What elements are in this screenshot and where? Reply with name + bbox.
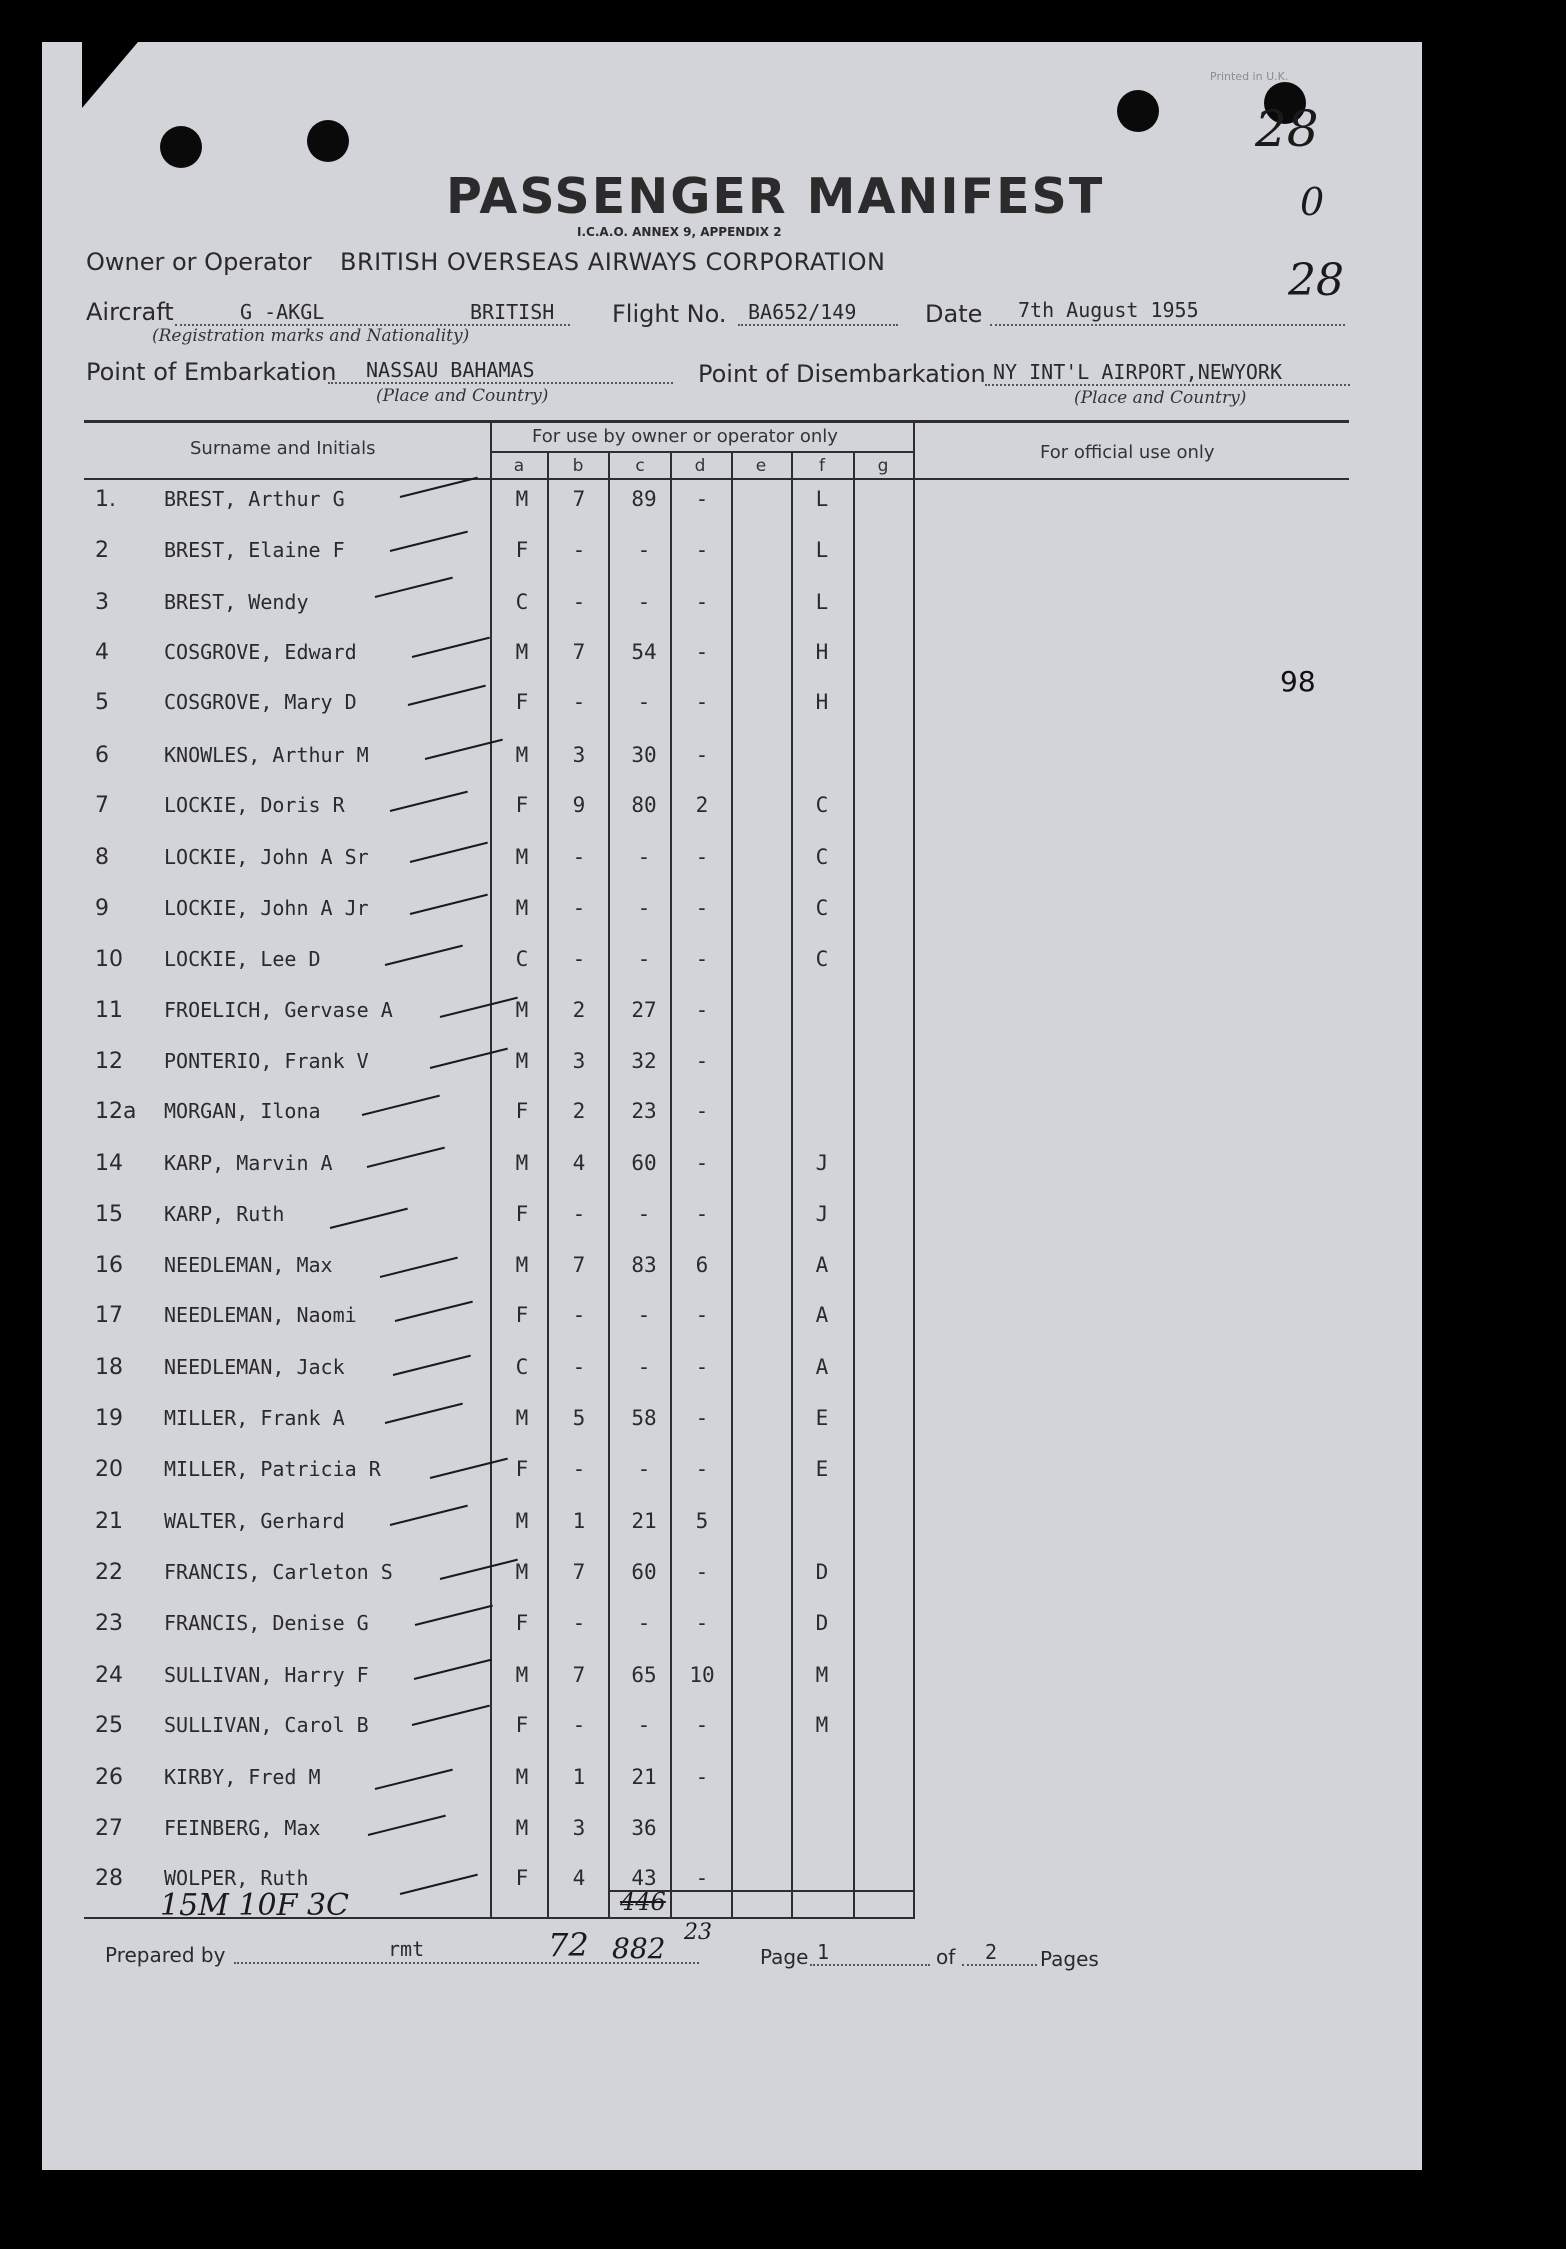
passenger-name: PONTERIO, Frank V bbox=[164, 1049, 369, 1073]
sex-cell: F bbox=[515, 1303, 529, 1327]
group-cell: C bbox=[815, 947, 829, 971]
column-d-cell: - bbox=[695, 487, 709, 511]
column-c-cell: 30 bbox=[631, 743, 657, 767]
sex-cell: M bbox=[515, 1560, 529, 1584]
group-cell: A bbox=[815, 1253, 829, 1277]
column-c-cell: - bbox=[637, 1303, 651, 1327]
sex-cell: M bbox=[515, 1663, 529, 1687]
sex-cell: F bbox=[515, 538, 529, 562]
column-b-cell: 7 bbox=[572, 1663, 586, 1687]
handwritten-sum: 72 bbox=[548, 1926, 589, 1964]
sex-cell: F bbox=[515, 793, 529, 817]
corner-mark: 28 bbox=[1255, 100, 1319, 158]
table-row bbox=[0, 1355, 1566, 1405]
group-cell: H bbox=[815, 690, 829, 714]
passenger-name: BREST, Elaine F bbox=[164, 538, 345, 562]
column-b-cell: 7 bbox=[572, 1560, 586, 1584]
passenger-name: LOCKIE, John A Jr bbox=[164, 896, 369, 920]
passenger-name: MILLER, Frank A bbox=[164, 1406, 345, 1430]
group-cell: A bbox=[815, 1355, 829, 1379]
table-row bbox=[0, 1253, 1566, 1303]
row-number: 12a bbox=[95, 1099, 137, 1124]
row-number: 24 bbox=[95, 1663, 123, 1688]
column-b-cell: - bbox=[572, 845, 586, 869]
group-cell: E bbox=[815, 1406, 829, 1430]
column-d-cell: - bbox=[695, 538, 709, 562]
row-number: 12 bbox=[95, 1049, 123, 1074]
handwritten-sum: 882 bbox=[612, 1932, 666, 1965]
column-g-header: g bbox=[877, 456, 889, 476]
column-c-cell: - bbox=[637, 538, 651, 562]
column-d-cell: - bbox=[695, 896, 709, 920]
disembarkation-value: NY INT'L AIRPORT,NEWYORK bbox=[993, 360, 1282, 384]
passenger-name: FRANCIS, Denise G bbox=[164, 1611, 369, 1635]
column-b-cell: - bbox=[572, 1202, 586, 1226]
passenger-name: SULLIVAN, Harry F bbox=[164, 1663, 369, 1687]
sex-cell: M bbox=[515, 1765, 529, 1789]
passenger-name: COSGROVE, Edward bbox=[164, 640, 357, 664]
row-number: 8 bbox=[95, 845, 109, 870]
row-number: 14 bbox=[95, 1151, 123, 1176]
column-c-header: c bbox=[635, 456, 645, 476]
row-number: 6 bbox=[95, 743, 109, 768]
row-number: 9 bbox=[95, 896, 109, 921]
handwritten-totals: 15M 10F 3C bbox=[160, 1888, 349, 1923]
pages-label: Pages bbox=[1040, 1947, 1099, 1971]
row-number: 11 bbox=[95, 998, 123, 1023]
column-d-cell: - bbox=[695, 743, 709, 767]
column-f-header: f bbox=[819, 456, 825, 476]
column-d-cell: - bbox=[695, 1560, 709, 1584]
column-d-cell: - bbox=[695, 1611, 709, 1635]
aircraft-label: Aircraft bbox=[86, 298, 174, 326]
table-row bbox=[0, 690, 1566, 740]
column-d-cell: - bbox=[695, 1049, 709, 1073]
row-number: 18 bbox=[95, 1355, 123, 1380]
row-number: 26 bbox=[95, 1765, 123, 1790]
passenger-name: NEEDLEMAN, Jack bbox=[164, 1355, 345, 1379]
column-d-cell: 10 bbox=[689, 1663, 715, 1687]
row-number: 27 bbox=[95, 1816, 123, 1841]
column-d-cell: 2 bbox=[695, 793, 709, 817]
of-value: 2 bbox=[985, 1940, 998, 1964]
column-c-cell: 36 bbox=[631, 1816, 657, 1840]
table-row bbox=[0, 1303, 1566, 1353]
group-cell: M bbox=[815, 1713, 829, 1737]
column-d-cell: - bbox=[695, 1406, 709, 1430]
column-d-cell: - bbox=[695, 1457, 709, 1481]
column-c-cell: - bbox=[637, 590, 651, 614]
aircraft-hint: (Registration marks and Nationality) bbox=[152, 326, 470, 346]
group-cell: E bbox=[815, 1457, 829, 1481]
table-row bbox=[0, 590, 1566, 640]
column-b-cell: 2 bbox=[572, 1099, 586, 1123]
row-number: 10 bbox=[95, 947, 123, 972]
column-d-header: d bbox=[694, 456, 706, 476]
column-b-cell: - bbox=[572, 1355, 586, 1379]
row-number: 16 bbox=[95, 1253, 123, 1278]
dotted-line bbox=[985, 384, 1350, 386]
column-d-cell: - bbox=[695, 1099, 709, 1123]
disembarkation-hint: (Place and Country) bbox=[1074, 388, 1247, 408]
group-cell: C bbox=[815, 896, 829, 920]
passenger-name: NEEDLEMAN, Max bbox=[164, 1253, 333, 1277]
table-row bbox=[0, 1049, 1566, 1099]
column-c-cell: 27 bbox=[631, 998, 657, 1022]
column-c-cell: 65 bbox=[631, 1663, 657, 1687]
row-number: 25 bbox=[95, 1713, 123, 1738]
table-row bbox=[0, 947, 1566, 997]
sex-cell: C bbox=[515, 590, 529, 614]
column-e-header: e bbox=[755, 456, 767, 476]
column-c-cell: - bbox=[637, 1713, 651, 1737]
table-row bbox=[0, 1663, 1566, 1713]
passenger-name: NEEDLEMAN, Naomi bbox=[164, 1303, 357, 1327]
column-d-cell: - bbox=[695, 1355, 709, 1379]
date-label: Date bbox=[925, 300, 983, 328]
official-header: For official use only bbox=[1040, 442, 1215, 463]
column-b-cell: - bbox=[572, 538, 586, 562]
page-title: PASSENGER MANIFEST bbox=[446, 168, 1105, 225]
column-a-header: a bbox=[513, 456, 525, 476]
column-b-cell: - bbox=[572, 690, 586, 714]
column-d-cell: - bbox=[695, 640, 709, 664]
table-row bbox=[0, 1457, 1566, 1507]
aircraft-registration: G -AKGL bbox=[240, 300, 325, 324]
sex-cell: C bbox=[515, 947, 529, 971]
sex-cell: F bbox=[515, 1866, 529, 1890]
passenger-name: MORGAN, Ilona bbox=[164, 1099, 321, 1123]
row-number: 15 bbox=[95, 1202, 123, 1227]
passenger-name: FRANCIS, Carleton S bbox=[164, 1560, 393, 1584]
sex-cell: M bbox=[515, 487, 529, 511]
table-row bbox=[0, 1151, 1566, 1201]
column-b-cell: 7 bbox=[572, 640, 586, 664]
owner-label: Owner or Operator bbox=[86, 248, 312, 276]
group-cell: L bbox=[815, 590, 829, 614]
passenger-name: FEINBERG, Max bbox=[164, 1816, 321, 1840]
column-b-cell: - bbox=[572, 1457, 586, 1481]
passenger-name: WALTER, Gerhard bbox=[164, 1509, 345, 1533]
column-c-cell: - bbox=[637, 1202, 651, 1226]
page-label: Page bbox=[760, 1945, 809, 1969]
of-label: of bbox=[936, 1945, 956, 1969]
column-c-cell: 54 bbox=[631, 640, 657, 664]
column-d-cell: - bbox=[695, 998, 709, 1022]
row-number: 7 bbox=[95, 793, 109, 818]
table-row bbox=[0, 1202, 1566, 1252]
row-number: 28 bbox=[95, 1866, 123, 1891]
passenger-name: LOCKIE, John A Sr bbox=[164, 845, 369, 869]
operator-header: For use by owner or operator only bbox=[532, 426, 838, 447]
subheader-rule bbox=[490, 451, 915, 453]
column-d-cell: - bbox=[695, 1303, 709, 1327]
table-row bbox=[0, 998, 1566, 1048]
group-cell: D bbox=[815, 1611, 829, 1635]
column-b-cell: 4 bbox=[572, 1151, 586, 1175]
sex-cell: M bbox=[515, 743, 529, 767]
table-row bbox=[0, 640, 1566, 690]
corner-mark: 0 bbox=[1300, 180, 1325, 224]
column-d-cell: - bbox=[695, 1765, 709, 1789]
passenger-name: WOLPER, Ruth bbox=[164, 1866, 309, 1890]
dotted-line bbox=[962, 1964, 1037, 1966]
group-cell: H bbox=[815, 640, 829, 664]
aircraft-nationality: BRITISH bbox=[470, 300, 555, 324]
passenger-name: KARP, Ruth bbox=[164, 1202, 285, 1226]
row-number: 21 bbox=[95, 1509, 123, 1534]
column-b-cell: - bbox=[572, 1303, 586, 1327]
flight-label: Flight No. bbox=[612, 300, 727, 328]
table-row bbox=[0, 845, 1566, 895]
disembarkation-label: Point of Disembarkation bbox=[698, 360, 986, 388]
passenger-name: COSGROVE, Mary D bbox=[164, 690, 357, 714]
column-d-cell: - bbox=[695, 1151, 709, 1175]
row-number: 17 bbox=[95, 1303, 123, 1328]
table-row bbox=[0, 793, 1566, 843]
sex-cell: M bbox=[515, 1253, 529, 1277]
sex-cell: F bbox=[515, 1611, 529, 1635]
prepared-label: Prepared by bbox=[105, 1943, 226, 1967]
group-cell: A bbox=[815, 1303, 829, 1327]
column-b-cell: 7 bbox=[572, 487, 586, 511]
sex-cell: F bbox=[515, 1202, 529, 1226]
column-b-cell: - bbox=[572, 590, 586, 614]
dotted-line bbox=[810, 1964, 930, 1966]
corner-mark: 28 bbox=[1288, 255, 1344, 306]
punch-hole bbox=[1117, 90, 1159, 132]
passenger-name: KNOWLES, Arthur M bbox=[164, 743, 369, 767]
embarkation-label: Point of Embarkation bbox=[86, 358, 337, 386]
sex-cell: M bbox=[515, 1509, 529, 1533]
passenger-name: KIRBY, Fred M bbox=[164, 1765, 321, 1789]
column-c-cell: - bbox=[637, 1355, 651, 1379]
dotted-line bbox=[738, 324, 898, 326]
punch-hole bbox=[307, 120, 349, 162]
dotted-line bbox=[328, 382, 673, 384]
column-b-cell: 3 bbox=[572, 743, 586, 767]
group-cell: D bbox=[815, 1560, 829, 1584]
column-c-cell: 89 bbox=[631, 487, 657, 511]
passenger-name: KARP, Marvin A bbox=[164, 1151, 333, 1175]
column-b-cell: 1 bbox=[572, 1509, 586, 1533]
row-number: 1. bbox=[95, 487, 116, 512]
group-cell: C bbox=[815, 845, 829, 869]
column-b-header: b bbox=[572, 456, 584, 476]
table-row bbox=[0, 1560, 1566, 1610]
column-b-cell: 5 bbox=[572, 1406, 586, 1430]
table-row bbox=[0, 538, 1566, 588]
column-c-cell: 58 bbox=[631, 1406, 657, 1430]
sex-cell: F bbox=[515, 1713, 529, 1737]
passenger-name: MILLER, Patricia R bbox=[164, 1457, 381, 1481]
torn-corner bbox=[82, 42, 138, 108]
column-d-cell: 5 bbox=[695, 1509, 709, 1533]
table-row bbox=[0, 896, 1566, 946]
passenger-name: BREST, Wendy bbox=[164, 590, 309, 614]
column-d-cell: 6 bbox=[695, 1253, 709, 1277]
column-b-cell: 4 bbox=[572, 1866, 586, 1890]
row-number: 4 bbox=[95, 640, 109, 665]
sex-cell: F bbox=[515, 1099, 529, 1123]
row-number: 20 bbox=[95, 1457, 123, 1482]
passenger-name: LOCKIE, Lee D bbox=[164, 947, 321, 971]
sex-cell: M bbox=[515, 1049, 529, 1073]
sex-cell: M bbox=[515, 1151, 529, 1175]
prepared-value: rmt bbox=[388, 1937, 425, 1961]
passenger-name: LOCKIE, Doris R bbox=[164, 793, 345, 817]
column-b-cell: - bbox=[572, 947, 586, 971]
column-b-cell: 2 bbox=[572, 998, 586, 1022]
group-cell: L bbox=[815, 538, 829, 562]
printed-note: Printed in U.K. bbox=[1210, 70, 1289, 83]
page-subtitle: I.C.A.O. ANNEX 9, APPENDIX 2 bbox=[577, 225, 782, 239]
column-c-cell: 83 bbox=[631, 1253, 657, 1277]
group-cell: J bbox=[815, 1151, 829, 1175]
column-c-cell: 60 bbox=[631, 1151, 657, 1175]
column-b-cell: 3 bbox=[572, 1049, 586, 1073]
column-b-cell: 9 bbox=[572, 793, 586, 817]
column-c-cell: - bbox=[637, 947, 651, 971]
column-c-cell: 21 bbox=[631, 1509, 657, 1533]
table-top-rule bbox=[84, 420, 1349, 423]
column-c-cell: - bbox=[637, 845, 651, 869]
column-b-cell: - bbox=[572, 1611, 586, 1635]
sex-cell: C bbox=[515, 1355, 529, 1379]
table-row bbox=[0, 1765, 1566, 1815]
column-c-cell: 80 bbox=[631, 793, 657, 817]
surname-header: Surname and Initials bbox=[190, 438, 376, 459]
passenger-name: SULLIVAN, Carol B bbox=[164, 1713, 369, 1737]
group-cell: J bbox=[815, 1202, 829, 1226]
column-c-cell: - bbox=[637, 1457, 651, 1481]
sex-cell: M bbox=[515, 845, 529, 869]
sex-cell: M bbox=[515, 1816, 529, 1840]
passenger-name: BREST, Arthur G bbox=[164, 487, 345, 511]
row-number: 23 bbox=[95, 1611, 123, 1636]
column-b-cell: 7 bbox=[572, 1253, 586, 1277]
column-b-cell: 1 bbox=[572, 1765, 586, 1789]
table-row bbox=[0, 1509, 1566, 1559]
stamp-number: 98 bbox=[1280, 665, 1316, 698]
punch-hole bbox=[160, 126, 202, 168]
column-c-cell: - bbox=[637, 690, 651, 714]
table-row bbox=[0, 743, 1566, 793]
table-row bbox=[0, 1816, 1566, 1866]
table-row bbox=[0, 1099, 1566, 1149]
dotted-line bbox=[990, 324, 1345, 326]
column-c-cell: 23 bbox=[631, 1099, 657, 1123]
column-d-cell: - bbox=[695, 947, 709, 971]
table-row bbox=[0, 1713, 1566, 1763]
embarkation-value: NASSAU BAHAMAS bbox=[366, 358, 535, 382]
column-d-cell: - bbox=[695, 845, 709, 869]
column-b-cell: 3 bbox=[572, 1816, 586, 1840]
embarkation-hint: (Place and Country) bbox=[376, 386, 549, 406]
table-row bbox=[0, 1611, 1566, 1661]
page-value: 1 bbox=[817, 1940, 830, 1964]
column-c-cell: 21 bbox=[631, 1765, 657, 1789]
flight-date: 7th August 1955 bbox=[1018, 298, 1199, 322]
sex-cell: M bbox=[515, 1406, 529, 1430]
sex-cell: M bbox=[515, 998, 529, 1022]
group-cell: C bbox=[815, 793, 829, 817]
flight-number: BA652/149 bbox=[748, 300, 857, 324]
group-cell: M bbox=[815, 1663, 829, 1687]
row-number: 3 bbox=[95, 590, 109, 615]
column-c-total: 446 bbox=[620, 1888, 666, 1916]
column-d-cell: - bbox=[695, 690, 709, 714]
sex-cell: M bbox=[515, 640, 529, 664]
column-c-cell: 32 bbox=[631, 1049, 657, 1073]
column-c-cell: 60 bbox=[631, 1560, 657, 1584]
row-number: 2 bbox=[95, 538, 109, 563]
column-d-cell: - bbox=[695, 1866, 709, 1890]
row-number: 19 bbox=[95, 1406, 123, 1431]
column-d-cell: - bbox=[695, 1202, 709, 1226]
column-c-cell: - bbox=[637, 896, 651, 920]
column-c-cell: - bbox=[637, 1611, 651, 1635]
table-row bbox=[0, 487, 1566, 537]
group-cell: L bbox=[815, 487, 829, 511]
sex-cell: F bbox=[515, 1457, 529, 1481]
row-number: 5 bbox=[95, 690, 109, 715]
column-c-cell: 43 bbox=[631, 1866, 657, 1890]
column-b-cell: - bbox=[572, 896, 586, 920]
passenger-name: FROELICH, Gervase A bbox=[164, 998, 393, 1022]
sex-cell: M bbox=[515, 896, 529, 920]
table-row bbox=[0, 1406, 1566, 1456]
owner-value: BRITISH OVERSEAS AIRWAYS CORPORATION bbox=[340, 248, 886, 276]
column-d-cell: - bbox=[695, 1713, 709, 1737]
table-header-rule bbox=[84, 478, 1349, 480]
sex-cell: F bbox=[515, 690, 529, 714]
column-b-cell: - bbox=[572, 1713, 586, 1737]
column-d-cell: - bbox=[695, 590, 709, 614]
row-number: 22 bbox=[95, 1560, 123, 1585]
handwritten-sum: 23 bbox=[684, 1920, 712, 1945]
